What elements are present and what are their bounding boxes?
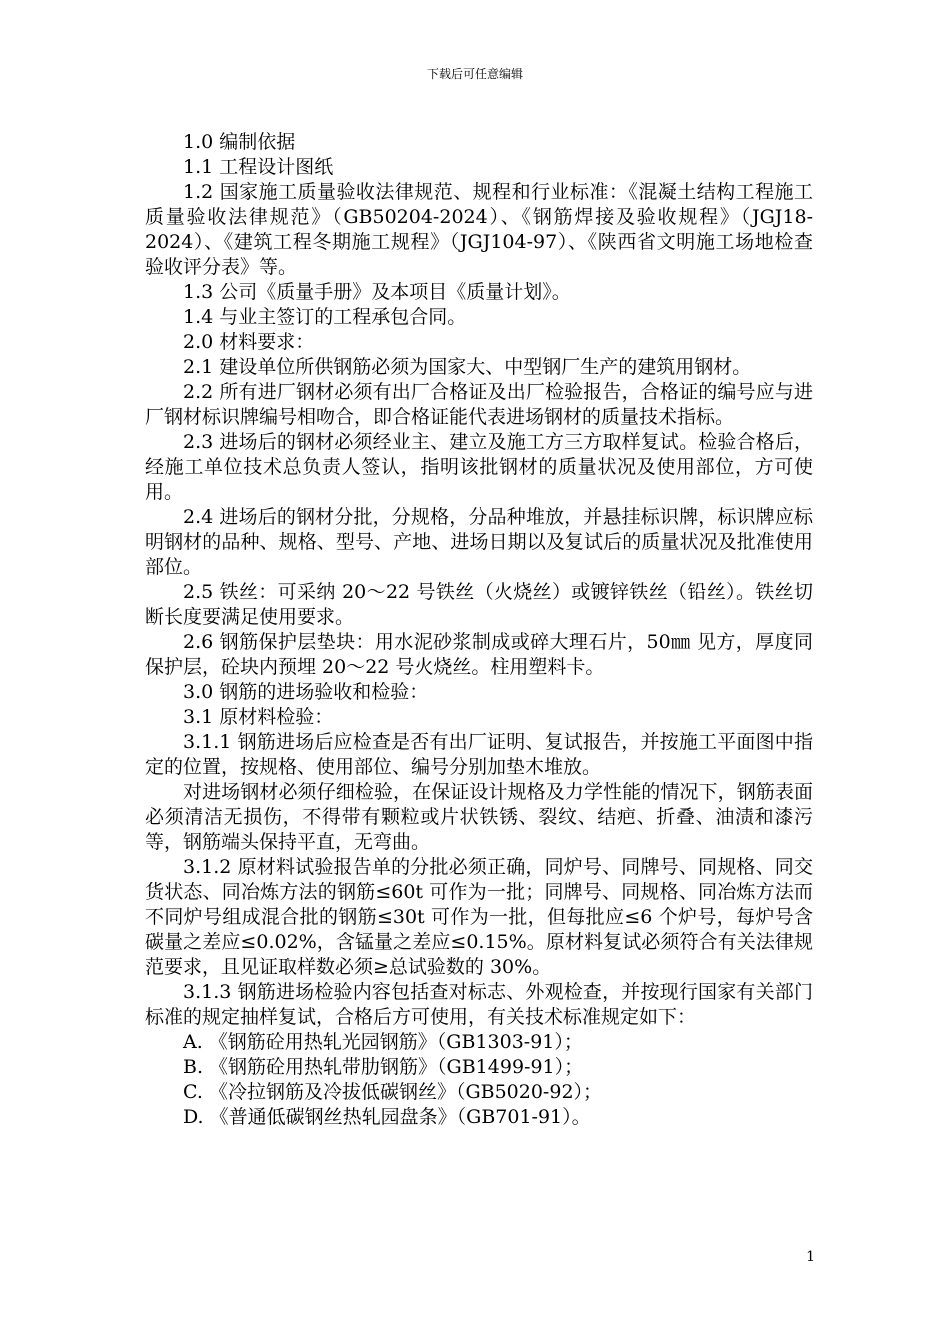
paragraph-2-6: 2.6 钢筋保护层垫块：用水泥砂浆制成或碎大理石片，50㎜ 见方，厚度同保护层，砼块内预埋 20～22 号火烧丝。柱用塑料卡。 — [145, 631, 813, 678]
paragraph-2-4: 2.4 进场后的钢材分批，分规格，分品种堆放，并悬挂标识牌，标识牌应标明钢材的品种、规格、型号、产地、进场日期以及复试后的质量状况及批准使用部位。 — [145, 506, 813, 578]
heading-3-1: 3.1 原材料检验： — [183, 706, 334, 728]
heading-2-0: 2.0 材料要求： — [183, 331, 315, 353]
paragraph-1-2: 1.2 国家施工质量验收法律规范、规程和行业标准：《混凝土结构工程施工质量验收法律规范》（GB50204-2024）、《钢筋焊接及验收规程》（JGJ18-2024）、《建筑工程冬期施工规程》（JGJ104-97）、《陕西省文明施工场地检查验收评分表》等。 — [145, 181, 813, 278]
header-note: 下载后可任意编辑 — [426, 67, 523, 81]
paragraph-1-1: 1.1 工程设计图纸 — [183, 156, 334, 178]
document-body — [145, 130, 813, 1130]
standard-item-c: C. 《冷拉钢筋及冷拔低碳钢丝》（GB5020-92）； — [183, 1081, 603, 1103]
paragraph-3-1-1: 3.1.1 钢筋进场后应检查是否有出厂证明、复试报告，并按施工平面图中指定的位置，按规格、使用部位、编号分别加垫木堆放。 — [145, 731, 813, 778]
paragraph-2-3: 2.3 进场后的钢材必须经业主、建立及施工方三方取样复试。检验合格后，经施工单位技术总负责人签认，指明该批钢材的质量状况及使用部位，方可使用。 — [145, 431, 813, 503]
paragraph-2-1: 2.1 建设单位所供钢筋必须为国家大、中型钢厂生产的建筑用钢材。 — [183, 356, 752, 378]
heading-3-0: 3.0 钢筋的进场验收和检验： — [183, 681, 429, 703]
heading-1-0: 1.0 编制依据 — [183, 131, 296, 153]
page-number: 1 — [806, 1249, 815, 1265]
paragraph-3-1-3: 3.1.3 钢筋进场检验内容包括查对标志、外观检查，并按现行国家有关部门标准的规定抽样复试，合格后方可使用，有关技术标准规定如下： — [145, 981, 813, 1028]
standard-item-a: A. 《钢筋砼用热轧光园钢筋》（GB1303-91）； — [183, 1031, 583, 1053]
paragraph-inspection: 对进场钢材必须仔细检验，在保证设计规格及力学性能的情况下，钢筋表面必须清洁无损伤，不得带有颗粒或片状铁锈、裂纹、结疤、折叠、油渍和漆污等，钢筋端头保持平直，无弯曲。 — [145, 781, 813, 853]
paragraph-3-1-2: 3.1.2 原材料试验报告单的分批必须正确，同炉号、同牌号、同规格、同交货状态、同冶炼方法的钢筋≤60t 可作为一批；同牌号、同规格、同冶炼方法而不同炉号组成混合批的钢筋≤30t 可作为一批，但每批应≤6 个炉号，每炉号含碳量之差应≤0.02%，含锰量之差应≤0.15%。原材料复试必须符合有关法律规范要求，且见证取样数必须≥总试验数的 30%。 — [145, 856, 813, 978]
paragraph-1-4: 1.4 与业主签订的工程承包合同。 — [183, 306, 467, 328]
paragraph-2-5: 2.5 铁丝：可采纳 20～22 号铁丝（火烧丝）或镀锌铁丝（铅丝）。铁丝切断长度要满足使用要求。 — [145, 581, 813, 628]
standard-item-b: B. 《钢筋砼用热轧带肋钢筋》（GB1499-91）； — [183, 1056, 584, 1078]
paragraph-2-2: 2.2 所有进厂钢材必须有出厂合格证及出厂检验报告，合格证的编号应与进厂钢材标识牌编号相吻合，即合格证能代表进场钢材的质量技术指标。 — [145, 381, 813, 428]
standard-item-d: D. 《普通低碳钢丝热轧园盘条》（GB701-91）。 — [183, 1106, 591, 1128]
paragraph-1-3: 1.3 公司《质量手册》及本项目《质量计划》。 — [183, 281, 571, 303]
